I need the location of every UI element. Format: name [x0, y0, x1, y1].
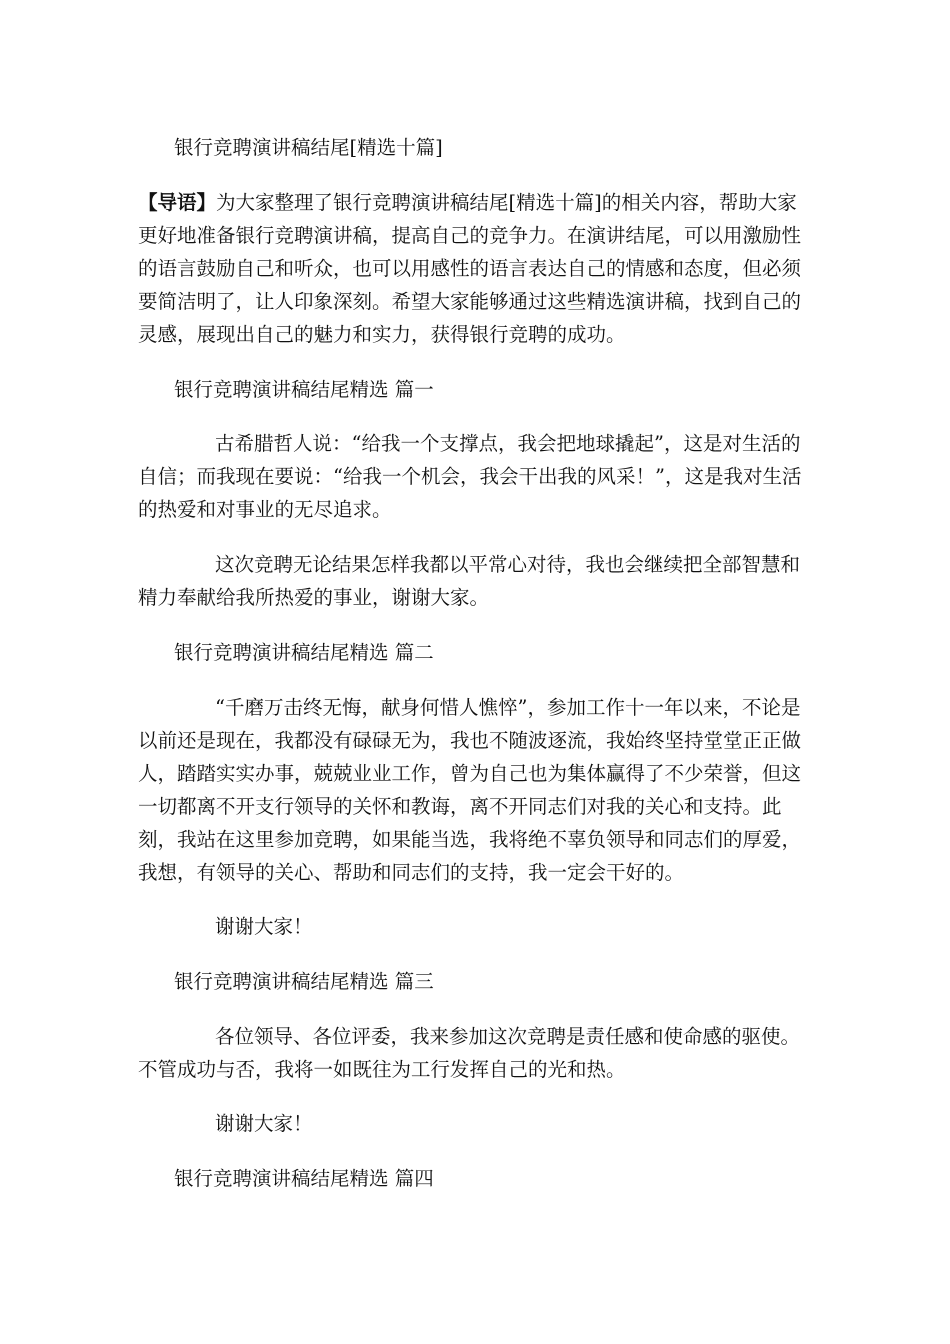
- section-heading-2: 银行竞聘演讲稿结尾精选 篇二: [174, 641, 434, 664]
- intro-paragraph: [138, 186, 810, 351]
- section-2-paragraph-1: “千磨万击终无悔，献身何惜人憔悴”，参加工作十一年以来，不论是以前还是现在，我都没有碌碌无为，我也不随波逐流，我始终坚持堂堂正正做人，踏踏实实办事，兢兢业业工作，曾为自己也为集体赢得了不少荣誉，但这一切都离不开支行领导的关怀和教诲，离不开同志们对我的关心和支持。此刻，我站在这里参加竞聘，如果能当选，我将绝不辜负领导和同志们的厚爱，我想，有领导的关心、帮助和同志们的支持，我一定会干好的。: [138, 696, 802, 884]
- intro-text: 为大家整理了银行竞聘演讲稿结尾[精选十篇]的相关内容，帮助大家更好地准备银行竞聘演讲稿，提高自己的竞争力。在演讲结尾，可以用激励性的语言鼓励自己和听众，也可以用感性的语言表达自己的情感和态度，但必须要简洁明了，让人印象深刻。希望大家能够通过这些精选演讲稿，找到自己的灵感，展现出自己的魅力和实力，获得银行竞聘的成功。: [138, 191, 802, 346]
- section-heading-1: 银行竞聘演讲稿结尾精选 篇一: [174, 378, 434, 401]
- section-heading-4: 银行竞聘演讲稿结尾精选 篇四: [174, 1167, 434, 1190]
- document-title: 银行竞聘演讲稿结尾[精选十篇]: [174, 136, 443, 159]
- intro-label: 【导语】: [138, 191, 217, 214]
- section-heading-3: 银行竞聘演讲稿结尾精选 篇三: [174, 970, 434, 993]
- section-2-closing: 谢谢大家！: [215, 915, 313, 938]
- section-3-closing: 谢谢大家！: [215, 1112, 313, 1135]
- section-1-paragraph-1: 古希腊哲人说：“给我一个支撑点，我会把地球撬起”，这是对生活的自信；而我现在要说：“给我一个机会，我会干出我的风采！”，这是我对生活的热爱和对事业的无尽追求。: [138, 432, 802, 521]
- section-1-paragraph-2: 这次竞聘无论结果怎样我都以平常心对待，我也会继续把全部智慧和精力奉献给我所热爱的事业，谢谢大家。: [138, 553, 801, 609]
- section-3-paragraph-1: 各位领导、各位评委，我来参加这次竞聘是责任感和使命感的驱使。不管成功与否，我将一如既往为工行发挥自己的光和热。: [138, 1025, 801, 1081]
